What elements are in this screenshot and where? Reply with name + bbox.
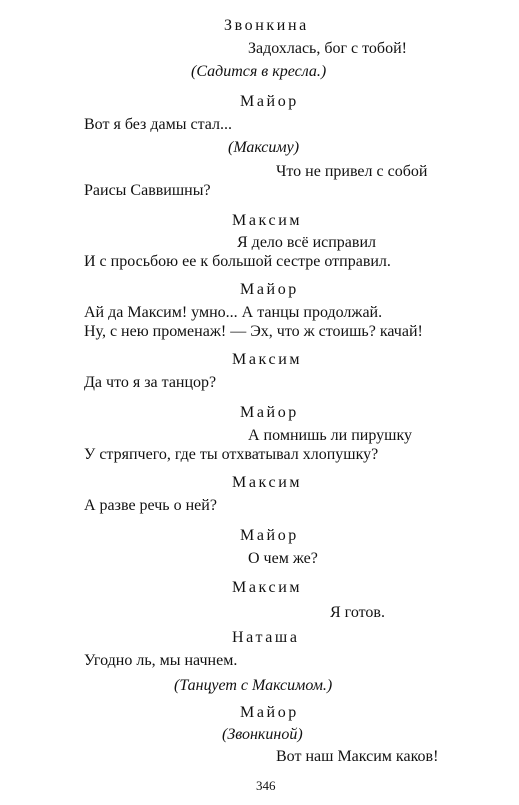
verse-line: Я готов. [330,604,385,621]
verse-line: Ну, с нею променаж! — Эх, что ж стоишь? качай! [84,323,423,340]
speaker-maksim: Максим [232,579,303,596]
speaker-major: Майор [240,704,299,721]
speaker-major: Майор [240,93,299,110]
verse-line: Я дело всё исправил [237,234,376,251]
verse-line: А помнишь ли пирушку [248,427,413,444]
verse-line: Вот я без дамы стал... [84,116,232,133]
speaker-major: Майор [240,404,299,421]
speaker-major: Майор [240,527,299,544]
speaker-natasha: Наташа [232,629,300,646]
verse-line: И с просьбою ее к большой сестре отправил. [84,253,391,270]
verse-line: А разве речь о ней? [84,497,217,514]
verse-line: Что не привел с собой [276,163,428,180]
verse-line: Задохлась, бог с тобой! [248,40,407,57]
verse-line: У стряпчего, где ты отхватывал хлопушку? [84,446,379,463]
verse-line: О чем же? [248,550,318,567]
stage-direction: (Садится в кресла.) [191,63,327,80]
stage-direction: (Танцует с Максимом.) [174,677,333,694]
speaker-major: Майор [240,281,299,298]
verse-line: Раисы Саввишны? [84,182,211,199]
speaker-zvonkina: Звонкина [224,17,309,34]
verse-line: Угодно ль, мы начнем. [84,652,238,669]
verse-line: Да что я за танцор? [84,374,217,391]
page-number: 346 [256,778,276,793]
speaker-maksim: Максим [232,351,303,368]
speaker-maksim: Максим [232,474,303,491]
verse-line: Вот наш Максим каков! [276,748,439,765]
verse-line: Ай да Максим! умно... А танцы продолжай. [84,304,383,321]
speaker-maksim: Максим [232,212,303,229]
stage-direction: (Максиму) [228,139,300,156]
stage-direction: (Звонкиной) [222,726,303,743]
